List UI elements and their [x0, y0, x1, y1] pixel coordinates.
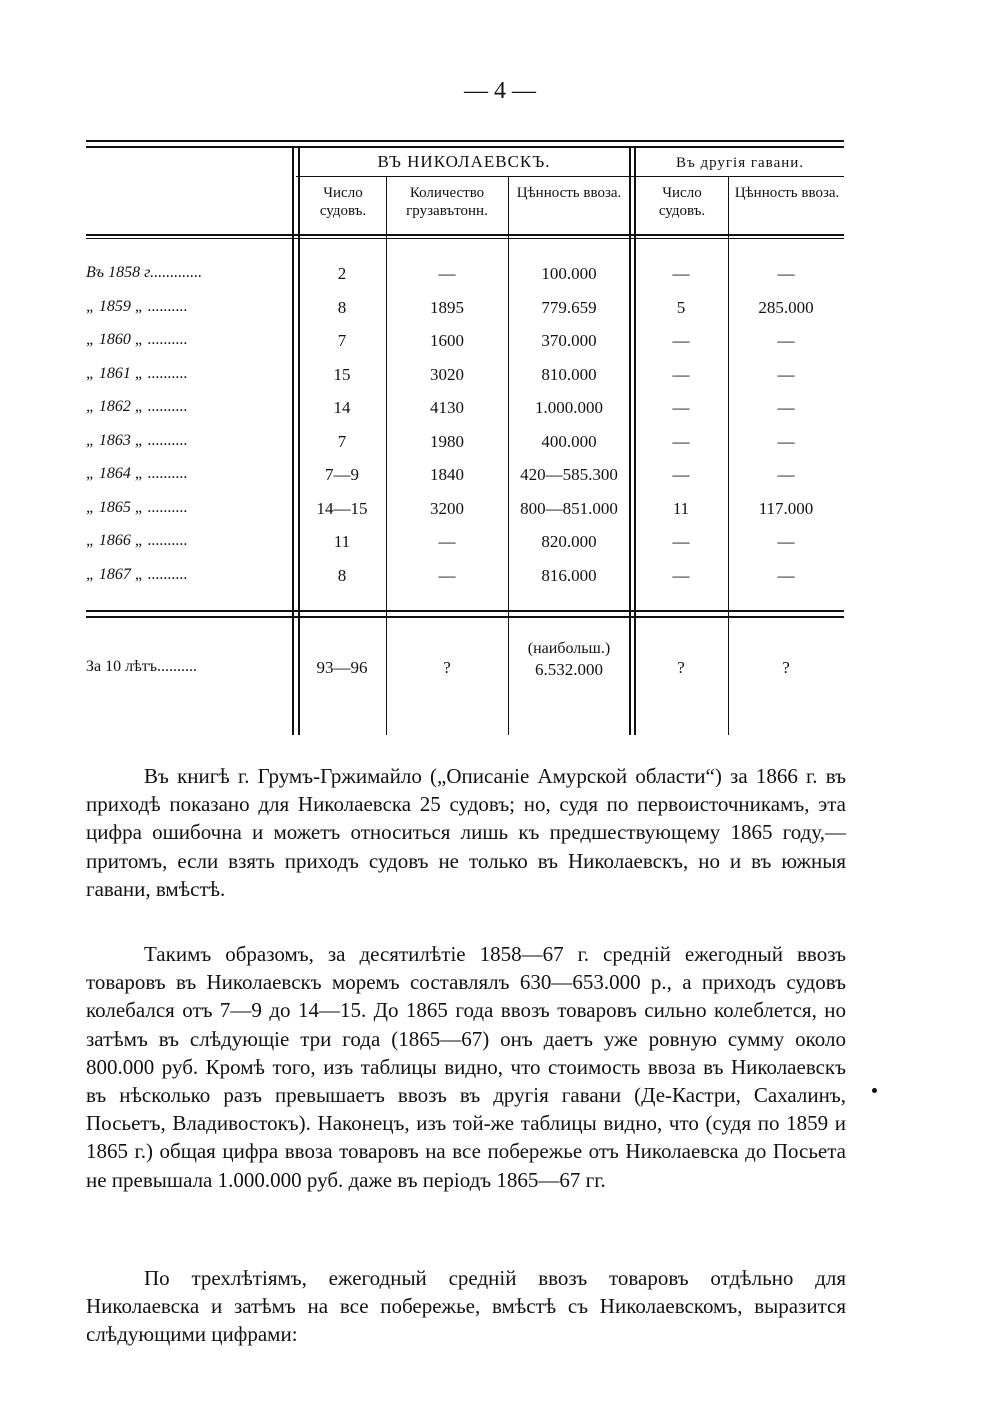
col-header-ships: Число судовъ.	[319, 185, 367, 219]
table-cell-c3: 779.659	[541, 297, 597, 317]
table-cell-c2: 1895	[430, 297, 464, 317]
total-ships: 93—96	[316, 658, 368, 677]
table-cell-c5: —	[777, 331, 795, 350]
table-cell-c2: —	[438, 264, 456, 283]
table-cell-c1: 7	[337, 431, 347, 451]
col-header-tonnage: Количество грузавътонн.	[406, 185, 488, 219]
table-cell-c1: 2	[337, 264, 347, 283]
row-label: „ 1864 „ ..........	[86, 465, 188, 482]
col-rule-label	[292, 146, 294, 735]
table-cell-c1: 7	[337, 331, 347, 350]
table-cell-c5: 117.000	[758, 498, 814, 518]
table-cell-c3: 1.000.000	[535, 398, 603, 417]
col-rule-1	[386, 176, 387, 735]
col-rule-2	[508, 176, 509, 735]
paragraph-2-text: Такимъ образомъ, за десятилѣтіе 1858—67 г. средній ежегодный ввозъ товаровъ въ Николаевскъ моремъ составлялъ 630—653.000 р., а приходъ судовъ колебался отъ 7—9 до 14—15. До 1865 года ввозъ товаровъ сильно колеблется, но затѣмъ въ слѣдующіе три года (1865—67) онъ даетъ уже ровную сумму около 800.000 руб. Кромѣ того, изъ таблицы видно, что стоимость ввоза въ Николаевскъ въ нѣсколько разъ превышаетъ ввозъ въ другія гавани (Де-Кастри, Сахалинъ, Посьетъ, Владивостокъ). Наконецъ, изъ той-же таблицы видно, что (судя по 1859 и 1865 г.) общая цифра ввоза товаровъ на все побережье отъ Николаевска до Посьета не превышала 1.000.000 руб. даже въ періодъ 1865—67 гг.	[86, 942, 846, 1192]
table-cell-c1: 7—9	[325, 465, 359, 484]
row-label: „ 1867 „ ..........	[86, 565, 188, 583]
table-cell-c3: 400.000	[541, 431, 597, 451]
table-cell-c5: —	[777, 465, 795, 484]
row-label: „ 1859 „ ..........	[86, 297, 188, 315]
col-header-value: Цѣнность ввоза.	[516, 185, 622, 201]
row-label: „ 1865 „ ..........	[86, 498, 188, 516]
table-cell-c4: —	[672, 264, 690, 283]
col-rule-3	[629, 146, 631, 735]
table-cell-c1: 8	[337, 565, 347, 585]
paragraph-1	[86, 762, 846, 903]
row-label: „ 1861 „ ..........	[86, 364, 188, 382]
table-cell-c5: —	[777, 364, 795, 384]
margin-dot	[872, 1088, 877, 1093]
table-cell-c5: —	[777, 565, 795, 585]
col-rule-4	[728, 176, 729, 735]
header-bottom-rule-2	[86, 238, 844, 239]
table-cell-c4: —	[672, 398, 690, 417]
total-value-note: (наибольш.)	[527, 640, 611, 657]
col-header-other-ships: Число судовъ.	[658, 185, 706, 219]
table-cell-c5: 285.000	[758, 297, 814, 317]
table-cell-c2: —	[438, 532, 456, 551]
table-cell-c2: 1600	[430, 331, 464, 350]
table-top-rule-2	[86, 146, 844, 148]
table-cell-c3: 800—851.000	[520, 498, 618, 518]
table-cell-c5: —	[777, 264, 795, 283]
page-number: — 4 —	[464, 78, 536, 104]
body-bottom-rule-2	[86, 616, 844, 618]
table-cell-c3: 420—585.300	[520, 465, 618, 484]
table-cell-c4: —	[672, 532, 690, 551]
group-header-rule	[296, 176, 844, 177]
table-cell-c3: 100.000	[541, 264, 597, 283]
table-cell-c2: 4130	[430, 398, 464, 417]
table-cell-c3: 816.000	[541, 565, 597, 585]
row-label: „ 1866 „ ..........	[86, 532, 188, 549]
import-table	[86, 140, 844, 735]
body-bottom-rule	[86, 610, 844, 612]
table-cell-c5: —	[777, 431, 795, 451]
table-cell-c3: 820.000	[541, 532, 597, 551]
header-nikolaevsk: ВЪ НИКОЛАЕВСКЪ.	[377, 152, 551, 171]
table-cell-c5: —	[777, 532, 795, 551]
paragraph-3	[86, 1264, 846, 1349]
table-cell-c2: 1980	[430, 431, 464, 451]
table-cell-c4: 5	[676, 297, 686, 317]
table-cell-c4: —	[672, 331, 690, 350]
row-label: Въ 1858 г.............	[86, 264, 203, 281]
table-cell-c2: 1840	[430, 465, 464, 484]
table-cell-c2: —	[438, 565, 456, 585]
row-label: „ 1862 „ ..........	[86, 398, 188, 415]
paragraph-1-text: Въ книгѣ г. Грумъ-Гржимайло („Описаніе Амурской области“) за 1866 г. въ приходѣ показано для Николаевска 25 судовъ; но, судя по первоисточникамъ, эта цифра ошибочна и можетъ относиться лишь къ предшествующему 1865 году,—притомъ, если взять приходъ судовъ не только въ Николаевскъ, но и въ южныя гавани, вмѣстѣ.	[86, 764, 846, 901]
table-cell-c4: —	[672, 364, 690, 384]
total-other-ships: ?	[677, 658, 685, 677]
total-value: 6.532.000	[535, 660, 603, 679]
table-cell-c1: 15	[333, 364, 351, 384]
total-other-value: ?	[782, 658, 790, 677]
table-cell-c3: 370.000	[541, 331, 597, 350]
table-cell-c5: —	[777, 398, 795, 417]
table-cell-c4: —	[672, 465, 690, 484]
table-cell-c3: 810.000	[541, 364, 597, 384]
table-cell-c4: —	[672, 565, 690, 585]
header-other-harbors: Въ другія гавани.	[675, 155, 805, 171]
table-cell-c2: 3020	[430, 364, 464, 384]
table-top-rule	[86, 140, 844, 142]
paragraph-3-text: По трехлѣтіямъ, ежегодный средній ввозъ товаровъ отдѣльно для Николаевска и затѣмъ на все побережье, вмѣстѣ съ Николаевскомъ, выразится слѣдующими цифрами:	[86, 1266, 846, 1347]
header-bottom-rule	[86, 234, 844, 236]
table-cell-c1: 8	[337, 297, 347, 317]
table-cell-c4: —	[672, 431, 690, 451]
table-cell-c1: 14	[333, 398, 351, 417]
table-cell-c2: 3200	[430, 498, 464, 518]
col-header-other-value: Цѣнность ввоза.	[734, 185, 840, 201]
row-label: „ 1863 „ ..........	[86, 431, 188, 449]
total-row-label: За 10 лѣтъ..........	[86, 658, 198, 675]
table-cell-c1: 14—15	[316, 498, 368, 518]
paragraph-2	[86, 940, 846, 1194]
total-tonnage: ?	[443, 658, 451, 677]
table-cell-c1: 11	[333, 532, 351, 551]
row-label: „ 1860 „ ..........	[86, 331, 188, 348]
table-cell-c4: 11	[672, 498, 690, 518]
